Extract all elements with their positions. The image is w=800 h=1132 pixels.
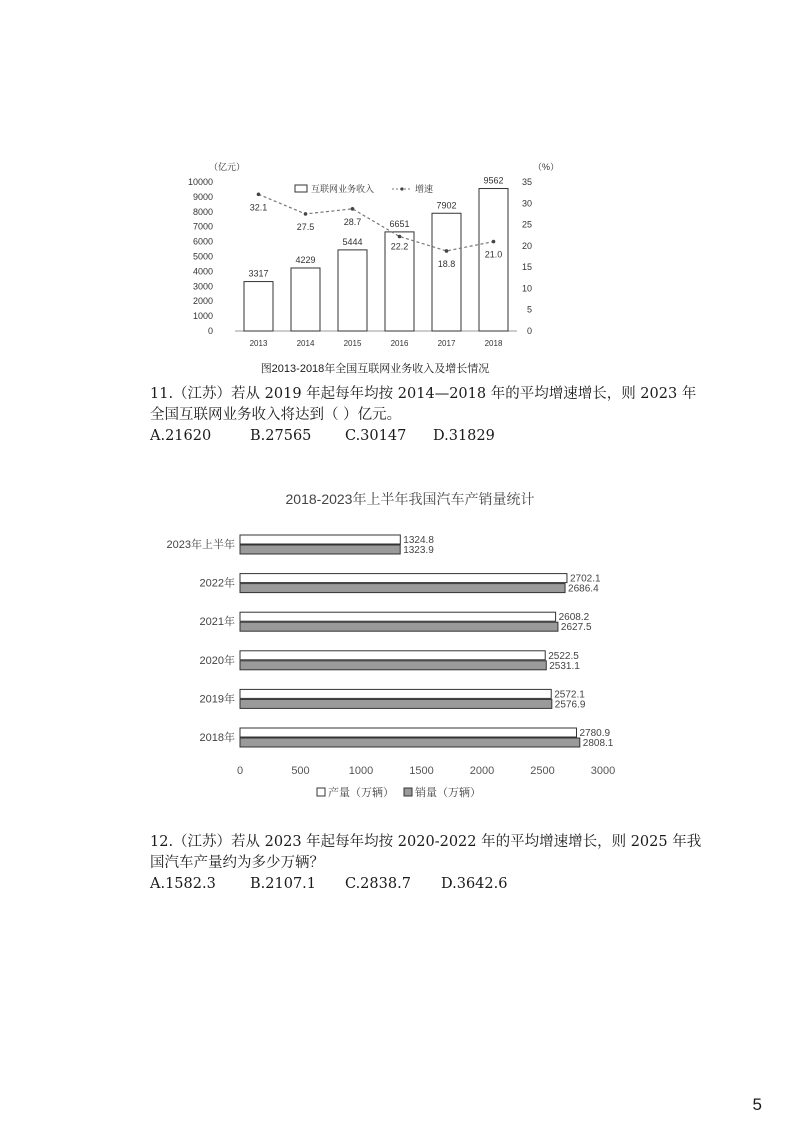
sales-bar (240, 584, 565, 593)
question-11-line-2: 全国互联网业务收入将达到（ ）亿元。 (150, 407, 402, 423)
legend-swatch-production (317, 788, 325, 796)
legend-marker-growth (400, 187, 403, 190)
chart-caption: 图2013-2018年全国互联网业务收入及增长情况 (260, 363, 490, 375)
right-tick-label: 0 (526, 326, 532, 336)
question-11-options (150, 426, 696, 447)
growth-rate-point (445, 249, 449, 253)
right-tick-label: 35 (521, 177, 532, 187)
revenue-bar-label: 9562 (483, 175, 504, 186)
x-tick-label: 1000 (348, 765, 374, 777)
x-tick-label: 2000 (469, 765, 495, 777)
page-number: 5 (752, 1095, 762, 1114)
growth-rate-label: 28.7 (343, 216, 362, 227)
sales-bar-label: 2531.1 (549, 660, 580, 672)
question-11 (150, 384, 696, 447)
sales-bar (240, 699, 552, 708)
left-tick-label: 3000 (192, 281, 213, 292)
left-tick-label: 7000 (192, 221, 213, 232)
internet-revenue-chart (185, 150, 560, 378)
revenue-bar-label: 5444 (342, 236, 363, 247)
question-12-options (150, 874, 701, 895)
revenue-bar (291, 268, 320, 331)
left-tick-label: 2000 (192, 296, 213, 307)
question-12 (150, 832, 701, 895)
revenue-bar (479, 189, 508, 331)
option-c: C.2838.7 (345, 876, 411, 892)
option-c: C.30147 (345, 428, 407, 444)
production-bar (240, 689, 551, 698)
left-tick-label: 9000 (192, 191, 213, 202)
x-tick-label: 2014 (296, 339, 315, 348)
option-b: B.2107.1 (250, 876, 317, 892)
x-tick-label: 1500 (409, 765, 434, 777)
production-bar-label: 2780.9 (579, 728, 611, 739)
chart-title: 2018-2023年上半年我国汽车产销量统计 (285, 491, 535, 507)
legend-label-sales: 销量（万辆） (415, 787, 481, 799)
option-d: D.31829 (433, 428, 495, 444)
growth-rate-label: 22.2 (390, 241, 409, 252)
left-tick-label: 1000 (192, 311, 213, 322)
y-category-label: 2020年 (199, 654, 235, 667)
sales-bar-label: 2808.1 (582, 738, 614, 749)
revenue-bar-label: 3317 (248, 268, 269, 279)
sales-bar-label: 2686.4 (568, 583, 599, 595)
revenue-bar-label: 4229 (295, 254, 316, 265)
revenue-bar-label: 7902 (436, 200, 457, 211)
production-bar-label: 2572.1 (554, 689, 585, 701)
production-bar (240, 612, 556, 621)
y-category-label: 2019年 (199, 693, 235, 706)
option-a: A.21620 (150, 428, 212, 444)
growth-rate-point (351, 207, 355, 211)
y-category-label: 2023年上半年 (166, 539, 235, 551)
production-bar-label: 1324.8 (403, 535, 434, 546)
left-tick-label: 10000 (187, 177, 213, 187)
right-axis-unit: （%） (533, 162, 560, 172)
growth-rate-label: 18.8 (437, 258, 456, 269)
growth-rate-label: 32.1 (249, 202, 268, 213)
x-tick-label: 2013 (249, 339, 268, 348)
option-b: B.27565 (250, 428, 312, 444)
question-12-line-1: 12.（江苏）若从 2023 年起每年均按 2020-2022 年的平均增速增长，则 2025 年我 (150, 834, 702, 850)
question-11-line-1: 11.（江苏）若从 2019 年起每年均按 2014—2018 年的平均增速增长，则 2023 年 (150, 386, 697, 402)
sales-bar (240, 622, 558, 631)
production-bar (240, 728, 576, 737)
legend-label-revenue: 互联网业务收入 (311, 184, 375, 194)
revenue-bar (338, 250, 367, 331)
sales-bar (240, 738, 580, 747)
legend-label-production: 产量（万辆） (328, 787, 394, 799)
production-bar-label: 2522.5 (548, 650, 579, 662)
x-tick-label: 2016 (390, 339, 409, 348)
revenue-bar (244, 282, 273, 331)
growth-rate-label: 21.0 (484, 249, 503, 260)
production-bar-label: 2608.2 (558, 612, 590, 624)
sales-bar (240, 661, 546, 670)
x-tick-label: 0 (236, 765, 244, 777)
x-tick-label: 3000 (590, 765, 616, 777)
x-tick-label: 2500 (530, 765, 555, 777)
option-a: A.1582.3 (150, 876, 216, 892)
right-tick-label: 10 (521, 283, 532, 294)
right-tick-label: 20 (521, 240, 532, 251)
x-tick-label: 500 (291, 765, 310, 777)
growth-rate-point (304, 212, 308, 216)
production-bar (240, 651, 545, 660)
right-tick-label: 25 (521, 219, 532, 230)
growth-rate-point (398, 235, 402, 239)
revenue-bar (432, 213, 461, 331)
sales-bar (240, 545, 400, 554)
auto-production-sales-chart (150, 478, 670, 808)
production-bar (240, 574, 567, 583)
x-tick-label: 2015 (343, 339, 362, 348)
production-bar (240, 535, 400, 544)
revenue-bar-label: 6651 (389, 218, 410, 229)
legend-label-growth: 增速 (415, 184, 434, 194)
y-category-label: 2022年 (199, 577, 235, 590)
growth-rate-point (492, 240, 496, 244)
y-category-label: 2021年 (199, 616, 235, 629)
y-category-label: 2018年 (199, 732, 235, 744)
sales-bar-label: 2576.9 (554, 699, 586, 711)
x-tick-label: 2018 (484, 339, 503, 348)
sales-bar-label: 1323.9 (403, 545, 434, 556)
right-tick-label: 5 (526, 304, 532, 315)
x-tick-label: 2017 (437, 339, 456, 348)
legend-swatch-revenue (295, 185, 307, 192)
left-tick-label: 8000 (192, 206, 213, 217)
option-d: D.3642.6 (441, 876, 508, 892)
right-tick-label: 30 (521, 198, 532, 209)
question-12-line-2: 国汽车产量约为多少万辆？ (150, 855, 324, 871)
left-tick-label: 6000 (192, 236, 213, 247)
sales-bar-label: 2627.5 (560, 622, 592, 634)
growth-rate-point (257, 193, 261, 197)
growth-rate-label: 27.5 (296, 221, 315, 232)
left-tick-label: 5000 (192, 251, 213, 262)
legend-swatch-sales (404, 788, 412, 796)
left-tick-label: 0 (207, 326, 213, 336)
right-tick-label: 15 (521, 262, 532, 273)
production-bar-label: 2702.1 (569, 573, 601, 585)
left-tick-label: 4000 (192, 266, 213, 277)
left-axis-unit: （亿元） (209, 162, 246, 172)
